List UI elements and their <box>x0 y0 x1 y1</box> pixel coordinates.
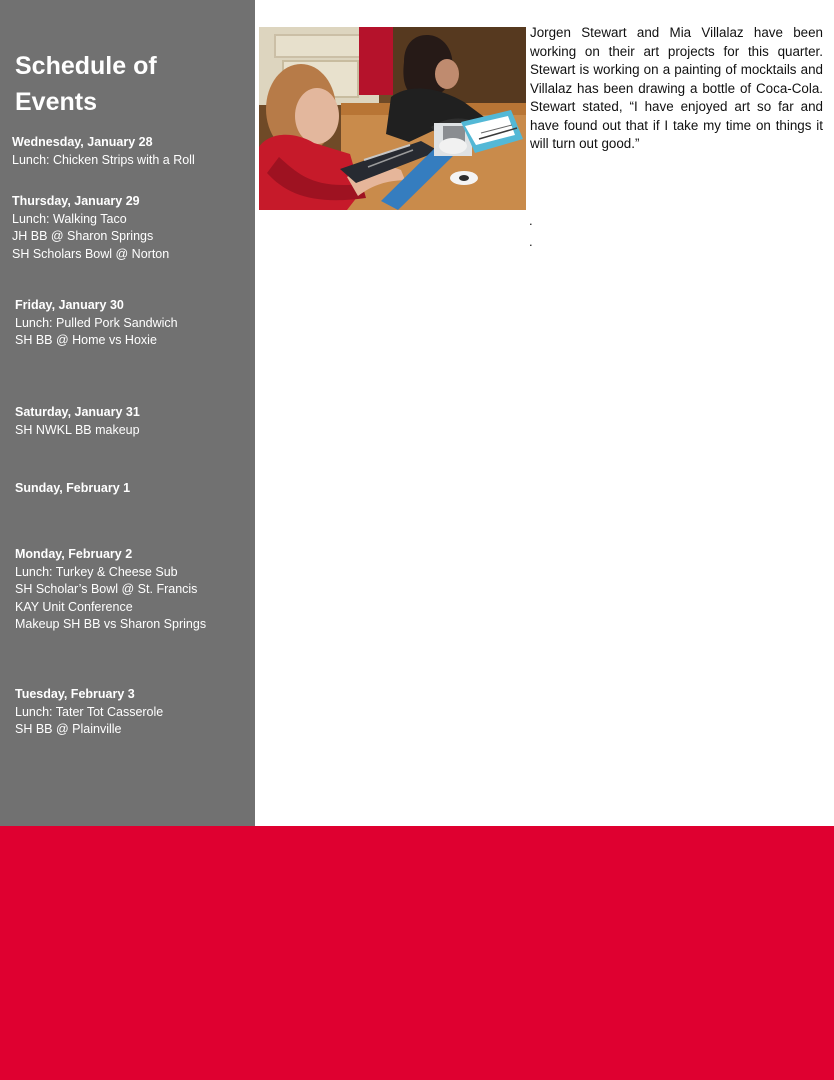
article-text: Jorgen Stewart and Mia Villalaz have been working on their art projects for this quarter. Stewart is working on a painting of mocktails and Villalaz has been drawing a bottle of Coca-Cola. Stewart stated, “I have enjoyed art so far and have found out that if I take my time on things it will turn out good.” <box>530 25 823 151</box>
event-tuesday <box>15 686 255 739</box>
schedule-title: Schedule of Events <box>15 52 157 116</box>
event-date: Saturday, January 31 <box>15 405 140 419</box>
event-date: Tuesday, February 3 <box>15 687 135 701</box>
event-date: Monday, February 2 <box>15 547 133 561</box>
event-item: SH BB @ Home vs Hoxie <box>15 333 157 347</box>
event-item: SH NWKL BB makeup <box>15 422 140 437</box>
event-item: Lunch: Tater Tot Casserole <box>15 704 164 719</box>
event-item: Lunch: Pulled Pork Sandwich <box>15 315 178 330</box>
article-dot: . <box>529 234 533 249</box>
event-item: SH Scholar’s Bowl @ St. Francis <box>15 582 198 596</box>
event-item: Makeup SH BB vs Sharon Springs <box>15 617 207 631</box>
event-item: JH BB @ Sharon Springs <box>12 229 154 243</box>
art-class-photo <box>259 27 526 210</box>
event-date: Thursday, January 29 <box>12 194 140 208</box>
art-class-photo-illustration <box>259 27 526 210</box>
event-date: Friday, January 30 <box>15 298 124 312</box>
event-item: Lunch: Chicken Strips with a Roll <box>12 152 195 167</box>
event-item: Lunch: Turkey & Cheese Sub <box>15 564 178 579</box>
event-sunday <box>15 480 255 498</box>
schedule-sidebar <box>0 0 255 826</box>
event-item: KAY Unit Conference <box>15 599 133 614</box>
event-date: Wednesday, January 28 <box>12 135 153 149</box>
red-footer-band <box>0 826 834 1080</box>
event-item: SH Scholars Bowl @ Norton <box>12 246 170 261</box>
article-dot: . <box>529 213 533 228</box>
event-item: SH BB @ Plainville <box>15 722 122 736</box>
event-saturday <box>15 404 255 439</box>
event-friday <box>15 297 255 350</box>
event-item: Lunch: Walking Taco <box>12 211 127 226</box>
event-date: Sunday, February 1 <box>15 481 131 495</box>
event-wednesday <box>12 134 252 169</box>
event-thursday <box>12 193 252 263</box>
event-monday <box>15 546 255 634</box>
